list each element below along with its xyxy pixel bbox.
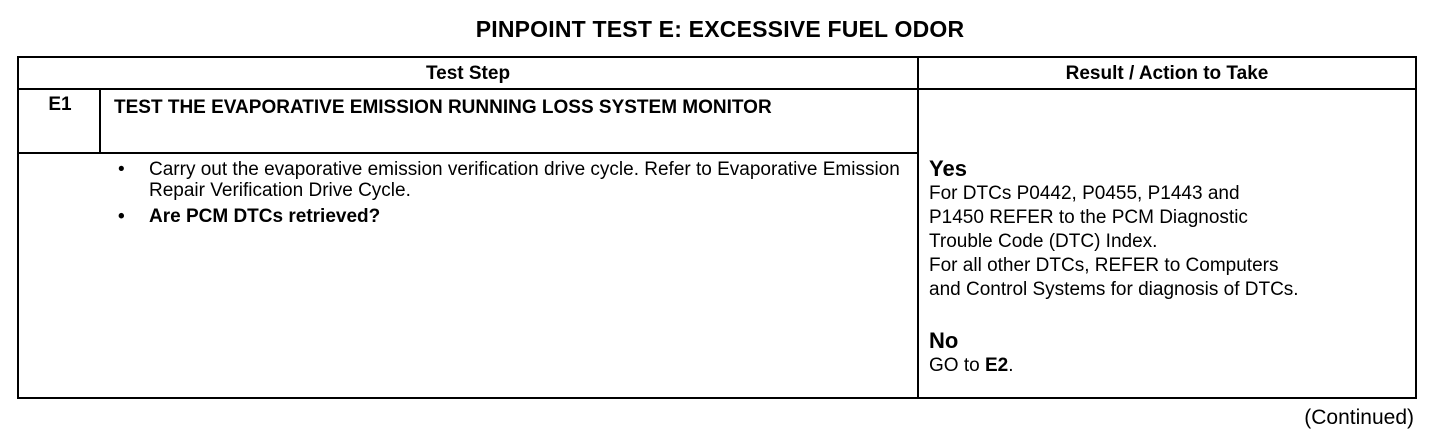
step-id: E1 <box>48 94 72 115</box>
result-yes-line: Trouble Code (DTC) Index. <box>929 231 1158 252</box>
step-instructions <box>109 159 909 232</box>
pinpoint-test-table <box>17 56 1417 399</box>
result-yes-line: and Control Systems for diagnosis of DTCs. <box>929 279 1299 300</box>
header-test-step: Test Step <box>425 63 511 84</box>
column-divider-result <box>917 58 919 397</box>
instruction-question <box>109 206 909 227</box>
page-title: PINPOINT TEST E: EXCESSIVE FUEL ODOR <box>475 16 965 42</box>
step-title-divider <box>19 152 917 154</box>
result-no-label: No <box>929 328 959 353</box>
result-no-prefix: GO to <box>929 355 985 376</box>
result-no-target-link[interactable]: E2 <box>984 355 1009 376</box>
instruction-text: Are PCM DTCs retrieved? <box>149 206 381 227</box>
bullet-icon: • <box>118 206 125 227</box>
result-no-suffix: . <box>1008 355 1014 376</box>
step-title: TEST THE EVAPORATIVE EMISSION RUNNING LOSS SYSTEM MONITOR <box>114 97 772 118</box>
result-yes-line: For all other DTCs, REFER to Computers <box>929 255 1279 276</box>
result-action <box>929 156 1413 378</box>
header-result-action: Result / Action to Take <box>1065 63 1269 84</box>
header-divider <box>19 88 1415 90</box>
result-no-line <box>929 354 1413 378</box>
result-yes-line: For DTCs P0442, P0455, P1443 and <box>929 183 1240 204</box>
result-yes-label: Yes <box>929 156 967 181</box>
result-yes-line: P1450 REFER to the PCM Diagnostic <box>929 207 1248 228</box>
instruction-item <box>109 159 909 201</box>
instruction-text: Carry out the evaporative emission verification drive cycle. Refer to Evaporative Emission Repair Verification Drive Cycle. <box>149 159 900 201</box>
bullet-icon: • <box>118 159 125 180</box>
continued-note: (Continued) <box>1304 406 1414 429</box>
